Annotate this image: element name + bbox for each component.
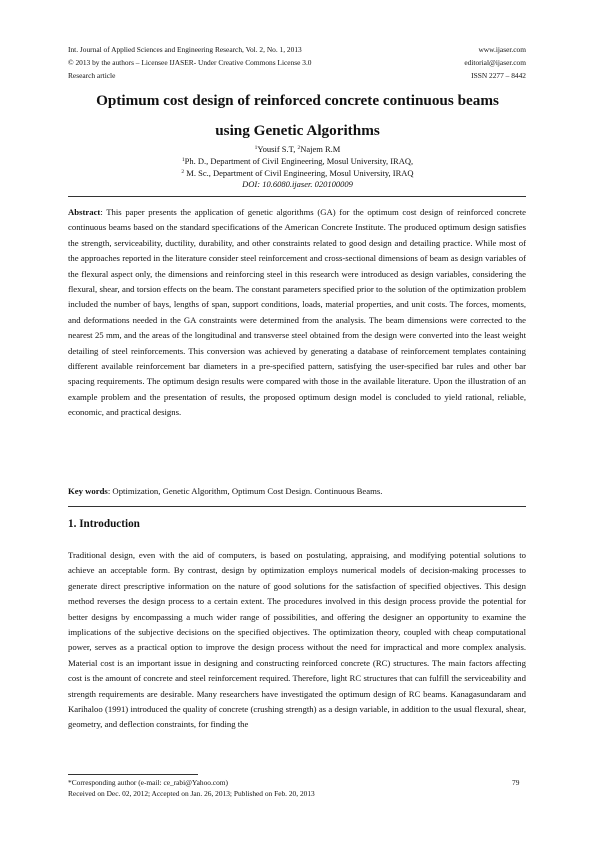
journal-header (68, 44, 526, 56)
paper-title-line1: Optimum cost design of reinforced concrete continuous beams (96, 92, 499, 109)
footnote-rule (68, 774, 198, 775)
article-type: Research article (68, 71, 116, 80)
keywords (68, 484, 526, 499)
abstract-text: : This paper presents the application of genetic algorithms (GA) for the optimum cost design of reinforced concrete continuous beams based on the standard specifications of the American Concrete Institute. The produced optimum design satisfies the strength, serviceability, ductility, durability, and other constraints related to good design and detailing practice. While most of the approaches reported in the literature consider steel reinforcement and cross-sectional dimensions of beam as design variables of the flexural aspect only, the dimensions and reinforcing steel in this research were introduced as design variables, considering the flexural, shear, and torsion effects on the beam. The constant parameters specified prior to the solution of the optimization problem included the number of bays, lengths of span, support conditions, loads, material properties, and unit costs. The forces, moments, and deformations needed in the GA constraints were determined from the analysis. The beam dimensions were corrected to the nearest 25 mm, and the areas of the longitudinal and transverse steel obtained from the design were converted into the least weight detailing of steel reinforcements. This conversion was achieved by generating a database of reinforcement templates containing different available reinforcement bar diameters in a pre-specified pattern, satisfying the user-specified bar rules and other bar spacing requirements. The optimum design results were compared with those in the available literature. Upon the illustration of an example problem and the presentation of results, the proposed optimum design model is concluded to yield rational, reliable, economic, and practical designs. (68, 207, 526, 418)
author1-name: Yousif S.T, (257, 144, 298, 154)
abstract-label: Abstract (68, 207, 101, 217)
author2-name: Najem R.M (300, 144, 341, 154)
journal-name: Int. Journal of Applied Sciences and Engineering Research, Vol. 2, No. 1, 2013 (68, 45, 302, 54)
affiliation1-text: Ph. D., Department of Civil Engineering, Mosul University, IRAQ, (184, 156, 414, 166)
affiliation-2 (60, 167, 535, 180)
abstract (68, 205, 526, 421)
affiliation2-mark: 2 (181, 169, 185, 175)
author1-mark: 1 (254, 145, 258, 151)
keywords-bottom-rule (68, 506, 526, 507)
corresponding-author: *Corresponding author (e-mail: ce_rabi@Yahoo.com) (68, 778, 228, 787)
issn: ISSN 2277 – 8442 (471, 71, 526, 80)
doi[interactable]: DOI: 10.6080.ijaser. 020100009 (242, 179, 353, 189)
license-line (68, 57, 526, 69)
license-text: © 2013 by the authors – Licensee IJASER- Under Creative Commons License 3.0 (68, 58, 312, 67)
abstract-top-rule (68, 196, 526, 197)
authors (60, 143, 535, 156)
author2-mark: 2 (297, 145, 301, 151)
page-number: 79 (512, 778, 520, 787)
editorial-email[interactable]: editorial@ijaser.com (464, 58, 526, 67)
journal-website[interactable]: www.ijaser.com (478, 45, 526, 54)
affiliation1-mark: 1 (181, 157, 185, 163)
keywords-text: : Optimization, Genetic Algorithm, Optimum Cost Design. Continuous Beams. (107, 486, 383, 496)
received-dates: Received on Dec. 02, 2012; Accepted on Jan. 26, 2013; Published on Feb. 20, 2013 (68, 789, 315, 798)
section-heading-introduction: 1. Introduction (68, 518, 140, 530)
paper-title-line2: using Genetic Algorithms (215, 122, 380, 139)
introduction-text: Traditional design, even with the aid of computers, is based on postulating, appraising, and modifying potential solutions to achieve an acceptable form. By contrast, design by optimization employs numerical models of decision-making processes to generate direct prescriptive information on the nature of good solutions for the satisfaction of specified objectives. This design method reverses the design process to a certain extent. The procedures involved in this design process provide the potential for better designs by encompassing a much wider range of possibilities, and offering the designer an opportunity to examine the implications of the subjective decisions on the specified objectives. The optimization theory, coupled with cheap computational power, serves as a practical option to improve the design process without the need for impractical and more complex analysis. Material cost is an important issue in designing and constructing reinforced concrete (RC) structures. The main factors affecting cost is the amount of concrete and steel reinforcement required. Therefore, light RC structures that can fulfill the serviceability and strength requirements are desirable. Many researchers have investigated the optimum design of RC beams. Kanagasundaram and Karihaloo (1991) introduced the quality of concrete (crushing strength) as a design variable, in addition to the usual flexural, shear, geometry, and deflection constraints, for finding the (68, 550, 526, 730)
affiliation2-text: M. Sc., Department of Civil Engineering, Mosul University, IRAQ (184, 168, 414, 178)
keywords-label: Key words (68, 486, 108, 496)
article-type-line (68, 70, 526, 82)
affiliation-1 (60, 155, 535, 168)
